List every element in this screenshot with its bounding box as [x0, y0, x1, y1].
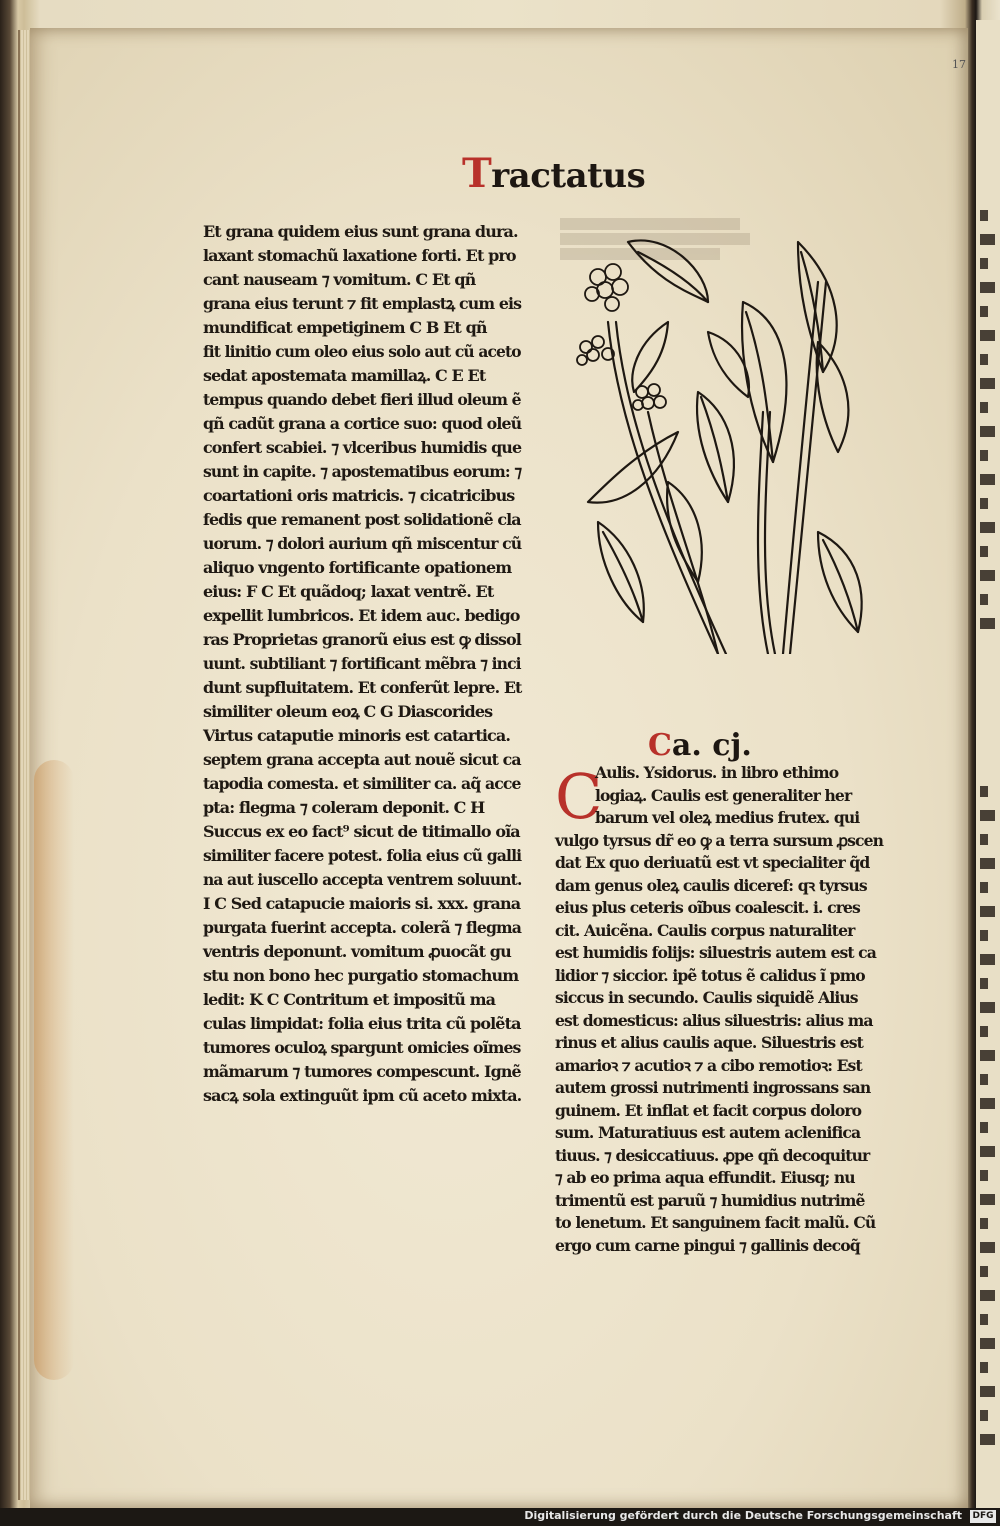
- facing-page-text-fragment: [980, 810, 995, 821]
- text-line: guinem. Et inflat et facit corpus doloro: [555, 1100, 862, 1120]
- text-line: qñ cadũt grana a cortice suo: quod oleũ: [203, 414, 522, 433]
- facing-page-text-fragment: [980, 546, 988, 557]
- text-line: tumores oculoꝝ spargunt omicies oĩmes: [203, 1038, 521, 1057]
- chapter-heading: [648, 728, 752, 763]
- running-head-initial: T: [462, 150, 492, 197]
- facing-page-text-fragment: [980, 930, 988, 941]
- text-line: similiter oleum eoꝝ C G Diascorides: [203, 702, 493, 721]
- text-line: aliquo vngento fortificante opationem: [203, 558, 512, 577]
- text-line: stu non bono hec purgatio stomachum: [203, 966, 519, 985]
- text-line: Et grana quidem eius sunt grana dura.: [203, 222, 518, 241]
- facing-page-text-fragment: [980, 474, 995, 485]
- folio-mark: 17: [952, 58, 966, 71]
- text-line: to lenetum. Et sanguinem facit malũ. Cũ: [555, 1213, 876, 1232]
- text-line: tapodia comesta. et similiter ca. aq̃ acce: [203, 774, 521, 793]
- facing-page-text-fragment: [980, 1026, 988, 1037]
- text-line: lidior ⁊ siccior. ipẽ totus ẽ calidus ĩ pmo: [555, 965, 865, 985]
- text-line: logiaꝝ. Caulis est generaliter her: [595, 785, 852, 805]
- facing-page-text-fragment: [980, 1338, 995, 1349]
- facing-page-text-fragment: [980, 354, 988, 365]
- text-line: similiter facere potest. folia eius cũ galli: [203, 846, 522, 865]
- facing-page-text-fragment: [980, 594, 988, 605]
- text-line: ⁊ ab eo prima aqua effundit. Eiusq; nu: [555, 1168, 855, 1187]
- text-line: est domesticus: alius siluestris: alius ma: [555, 1010, 873, 1030]
- facing-page-text-fragment: [980, 402, 988, 413]
- dfg-logo-icon: DFG: [970, 1510, 996, 1523]
- text-line: ras Proprietas granorũ eius est ꝙ dissol: [203, 630, 521, 649]
- facing-page-text-fragment: [980, 1386, 995, 1397]
- text-line: amarioꝛ ⁊ acutioꝛ ⁊ a cibo remotioꝛ: Est: [555, 1055, 862, 1075]
- facing-page-text-fragment: [980, 834, 988, 845]
- facing-page-text-fragment: [980, 450, 988, 461]
- text-line: Virtus cataputie minoris est catartica.: [203, 726, 511, 745]
- facing-page-text-fragment: [980, 1218, 988, 1229]
- plant-woodcut-illustration: [568, 222, 873, 654]
- facing-page-text-fragment: [980, 1410, 988, 1421]
- text-line: uunt. subtiliant ⁊ fortificant mẽbra ⁊ inci: [203, 654, 521, 673]
- text-line: barum vel oleꝝ medius frutex. qui: [595, 808, 860, 827]
- facing-page-text-fragment: [980, 1266, 988, 1277]
- facing-page-text-fragment: [980, 426, 995, 437]
- facing-page-text-fragment: [980, 906, 995, 917]
- text-line: dunt supfluitatem. Et conferũt lepre. Et: [203, 678, 522, 697]
- facing-page-edge: [976, 20, 1000, 1510]
- text-line: sum. Maturatiuus est autem aclenifica: [555, 1123, 861, 1142]
- facing-page-text-fragment: [980, 1194, 995, 1205]
- facing-page-text-fragment: [980, 858, 995, 869]
- facing-page-text-fragment: [980, 210, 988, 221]
- facing-page-text-fragment: [980, 1002, 995, 1013]
- drop-cap-initial: C: [555, 760, 603, 833]
- facing-page-text-fragment: [980, 1362, 988, 1373]
- text-line: Aulis. Ysidorus. in libro ethimo: [595, 763, 839, 782]
- facing-page-text-fragment: [980, 282, 995, 293]
- text-line: siccus in secundo. Caulis siquidẽ Alius: [555, 988, 858, 1007]
- text-line: cit. Auicẽna. Caulis corpus naturaliter: [555, 920, 855, 940]
- text-line: grana eius terunt ⁊ fit emplastꝝ cum eis: [203, 294, 522, 313]
- text-line: mundificat empetiginem C B Et qñ: [203, 318, 487, 337]
- left-text-column: [203, 220, 521, 1108]
- text-line: sedat apostemata mamillaꝝ. C E Et: [203, 366, 486, 385]
- facing-page-text-fragment: [980, 306, 988, 317]
- text-line: eius plus ceteris oĩbus coalescit. i. cres: [555, 898, 860, 917]
- facing-page-text-fragment: [980, 378, 995, 389]
- text-line: vulgo tyrsus dr̃ eo ꝙ a terra sursum ꝓscen: [555, 830, 884, 850]
- text-line: I C Sed catapucie maioris si. xxx. grana: [203, 894, 521, 913]
- water-stain: [34, 760, 74, 1380]
- text-line: ventris deponunt. vomitum ꝓuocãt gu: [203, 942, 511, 961]
- facing-page-text-fragment: [980, 1314, 988, 1325]
- facing-page-text-fragment: [980, 1434, 995, 1445]
- text-line: ledit: K C Contritum et impositũ ma: [203, 990, 496, 1009]
- right-text-column: [555, 762, 893, 1257]
- facing-page-text-fragment: [980, 882, 988, 893]
- footer-credit: Digitalisierung gefördert durch die Deutsche Forschungsgemeinschaft: [524, 1509, 962, 1522]
- text-line: trimentũ est paruũ ⁊ humidius nutrimẽ: [555, 1190, 865, 1210]
- chapter-heading-initial: C: [648, 728, 672, 763]
- facing-page-text-fragment: [980, 786, 988, 797]
- facing-page-text-fragment: [980, 954, 995, 965]
- text-line: cant nauseam ⁊ vomitum. C Et qñ: [203, 270, 476, 289]
- text-line: purgata fuerint accepta. colerã ⁊ flegma: [203, 918, 522, 937]
- text-line: pta: flegma ⁊ coleram deponit. C H: [203, 798, 485, 817]
- text-line: Succus ex eo fact⁹ sicut de titimallo oĩa: [203, 822, 520, 841]
- text-line: fit linitio cum oleo eius solo aut cũ aceto: [203, 342, 521, 361]
- text-line: na aut iuscello accepta ventrem soluunt.: [203, 870, 522, 889]
- facing-page-text-fragment: [980, 330, 995, 341]
- text-line: laxant stomachũ laxatione forti. Et pro: [203, 246, 516, 265]
- text-line: dam genus oleꝝ caulis diceref: qꝛ tyrsus: [555, 875, 867, 895]
- text-line: rinus et alius caulis aque. Siluestris est: [555, 1033, 863, 1052]
- text-line: coartationi oris matricis. ⁊ cicatricibus: [203, 486, 515, 505]
- facing-page-text-fragment: [980, 1098, 995, 1109]
- facing-page-text-fragment: [980, 570, 995, 581]
- facing-page-text-fragment: [980, 498, 988, 509]
- text-line: dat Ex quo deriuatũ est vt specialiter q̃d: [555, 853, 870, 872]
- text-line: sacꝝ sola extinguũt ipm cũ aceto mixta.: [203, 1086, 522, 1105]
- facing-page-text-fragment: [980, 1074, 988, 1085]
- facing-page-text-fragment: [980, 618, 995, 629]
- text-line: fedis que remanent post solidationẽ cla: [203, 510, 521, 529]
- text-line: est humidis folijs: siluestris autem est ca: [555, 943, 876, 962]
- running-head-text: ractatus: [491, 156, 646, 196]
- text-line: eius: F C Et quãdoq; laxat ventrẽ. Et: [203, 582, 494, 601]
- facing-page-text-fragment: [980, 1050, 995, 1061]
- facing-page-text-fragment: [980, 1122, 988, 1133]
- facing-page-text-fragment: [980, 1146, 995, 1157]
- facing-page-text-fragment: [980, 234, 995, 245]
- text-line: ergo cum carne pingui ⁊ gallinis decoq̃: [555, 1235, 860, 1255]
- facing-page-text-fragment: [980, 1290, 995, 1301]
- text-line: mãmarum ⁊ tumores compescunt. Ignẽ: [203, 1062, 521, 1081]
- text-line: tiuus. ⁊ desiccatiuus. ꝓpe qñ decoquitur: [555, 1145, 870, 1165]
- facing-page-text-fragment: [980, 978, 988, 989]
- chapter-heading-text: a. cj.: [671, 728, 752, 763]
- facing-page-text-fragment: [980, 258, 988, 269]
- text-line: uorum. ⁊ dolori aurium qñ miscentur cũ: [203, 534, 522, 553]
- facing-page-text-fragment: [980, 522, 995, 533]
- running-head: [462, 150, 645, 196]
- text-line: culas limpidat: folia eius trita cũ polẽta: [203, 1014, 521, 1033]
- facing-page-text-fragment: [980, 1242, 995, 1253]
- text-line: expellit lumbricos. Et idem auc. bedigo: [203, 606, 520, 625]
- text-line: autem grossi nutrimenti ingrossans san: [555, 1078, 871, 1097]
- text-line: tempus quando debet fieri illud oleum ẽ: [203, 390, 521, 409]
- text-line: confert scabiei. ⁊ vlceribus humidis que: [203, 438, 522, 457]
- text-line: sunt in capite. ⁊ apostematibus eorum: ⁊: [203, 462, 522, 481]
- text-line: septem grana accepta aut nouẽ sicut ca: [203, 750, 521, 769]
- facing-page-text-fragment: [980, 1170, 988, 1181]
